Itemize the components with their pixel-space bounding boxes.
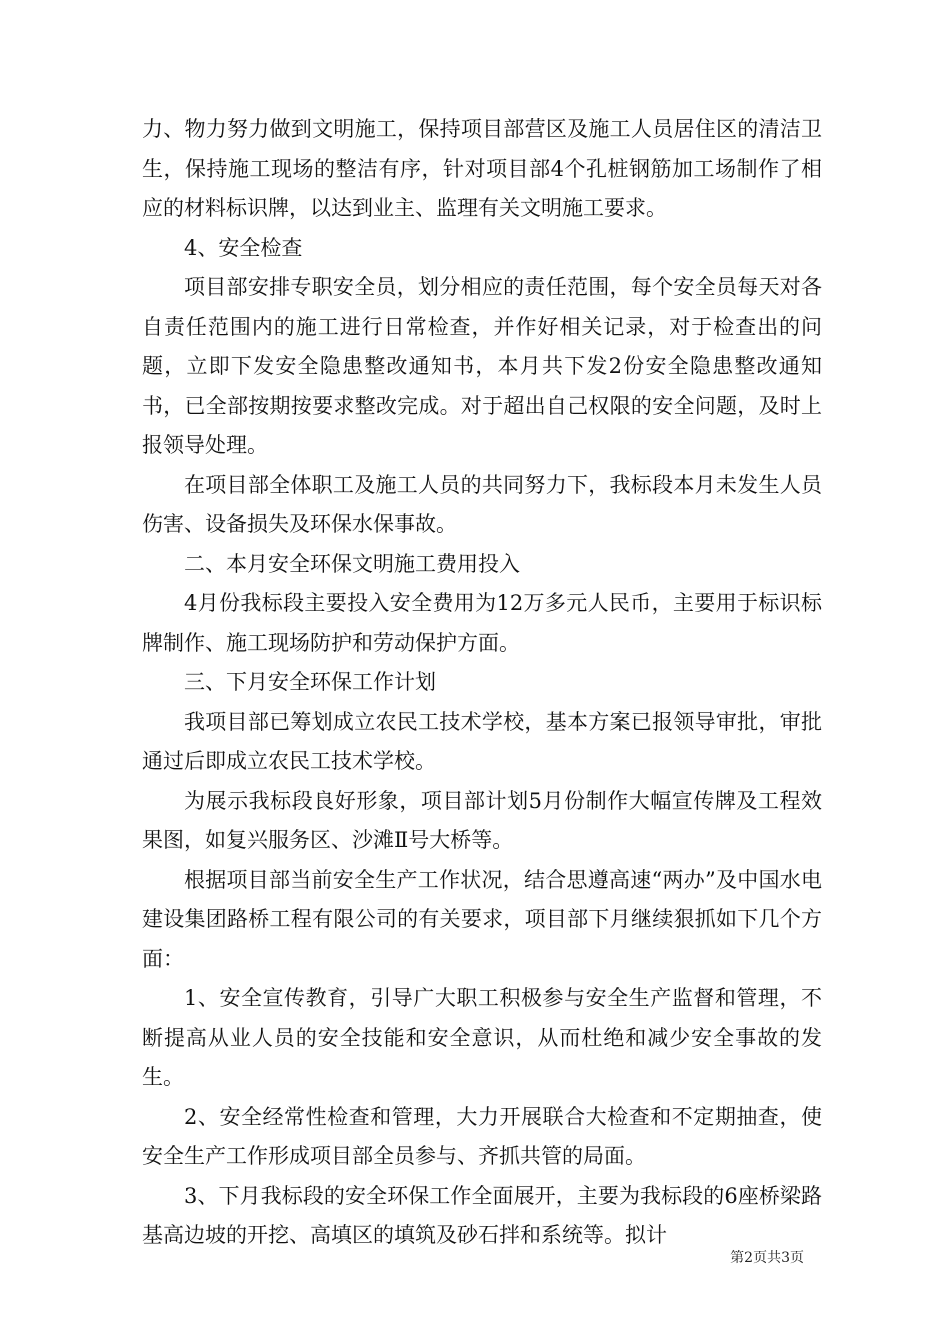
paragraph-6: 4月份我标段主要投入安全费用为12万多元人民币，主要用于标识标牌制作、施工现场防护和劳动保护方面。 (142, 591, 822, 655)
page-number-footer: 第2页共3页 (730, 1250, 804, 1266)
list-item-1: 1、安全宣传教育，引导广大职工积极参与安全生产监督和管理，不断提高从业人员的安全技能和安全意识，从而杜绝和减少安全事故的发生。 (142, 986, 822, 1089)
list-item-2: 2、安全经常性检查和管理，大力开展联合大检查和不定期抽查，使安全生产工作形成项目部全员参与、齐抓共管的局面。 (142, 1104, 822, 1168)
list-item-3: 3、下月我标段的安全环保工作全面展开，主要为我标段的6座桥梁路基高边坡的开挖、高填区的填筑及砂石拌和系统等。拟计 (142, 1183, 822, 1247)
heading-next-month-plan: 三、下月安全环保工作计划 (184, 670, 436, 694)
paragraph-1: 力、物力努力做到文明施工，保持项目部营区及施工人员居住区的清洁卫生，保持施工现场的整洁有序，针对项目部4个孔桩钢筋加工场制作了相应的材料标识牌，以达到业主、监理有关文明施工要求。 (142, 117, 822, 220)
paragraph-8: 我项目部已筹划成立农民工技术学校，基本方案已报领导审批，审批通过后即成立农民工技术学校。 (142, 709, 822, 773)
paragraph-10: 根据项目部当前安全生产工作状况，结合思遵高速“两办”及中国水电建设集团路桥工程有限公司的有关要求，项目部下月继续狠抓如下几个方面： (142, 867, 822, 971)
document-body (142, 110, 822, 1256)
paragraph-9: 为展示我标段良好形象，项目部计划5月份制作大幅宣传牌及工程效果图，如复兴服务区、沙滩Ⅱ号大桥等。 (142, 788, 822, 852)
paragraph-3: 项目部安排专职安全员，划分相应的责任范围，每个安全员每天对各自责任范围内的施工进行日常检查，并作好相关记录，对于检查出的问题，立即下发安全隐患整改通知书，本月共下发2份安全隐患整改通知书，已全部按期按要求整改完成。对于超出自己权限的安全问题，及时上报领导处理。 (142, 275, 822, 457)
paragraph-4: 在项目部全体职工及施工人员的共同努力下，我标段本月未发生人员伤害、设备损失及环保水保事故。 (142, 472, 822, 536)
heading-safety-inspection: 4、安全检查 (184, 235, 303, 260)
heading-cost-input: 二、本月安全环保文明施工费用投入 (184, 551, 520, 576)
